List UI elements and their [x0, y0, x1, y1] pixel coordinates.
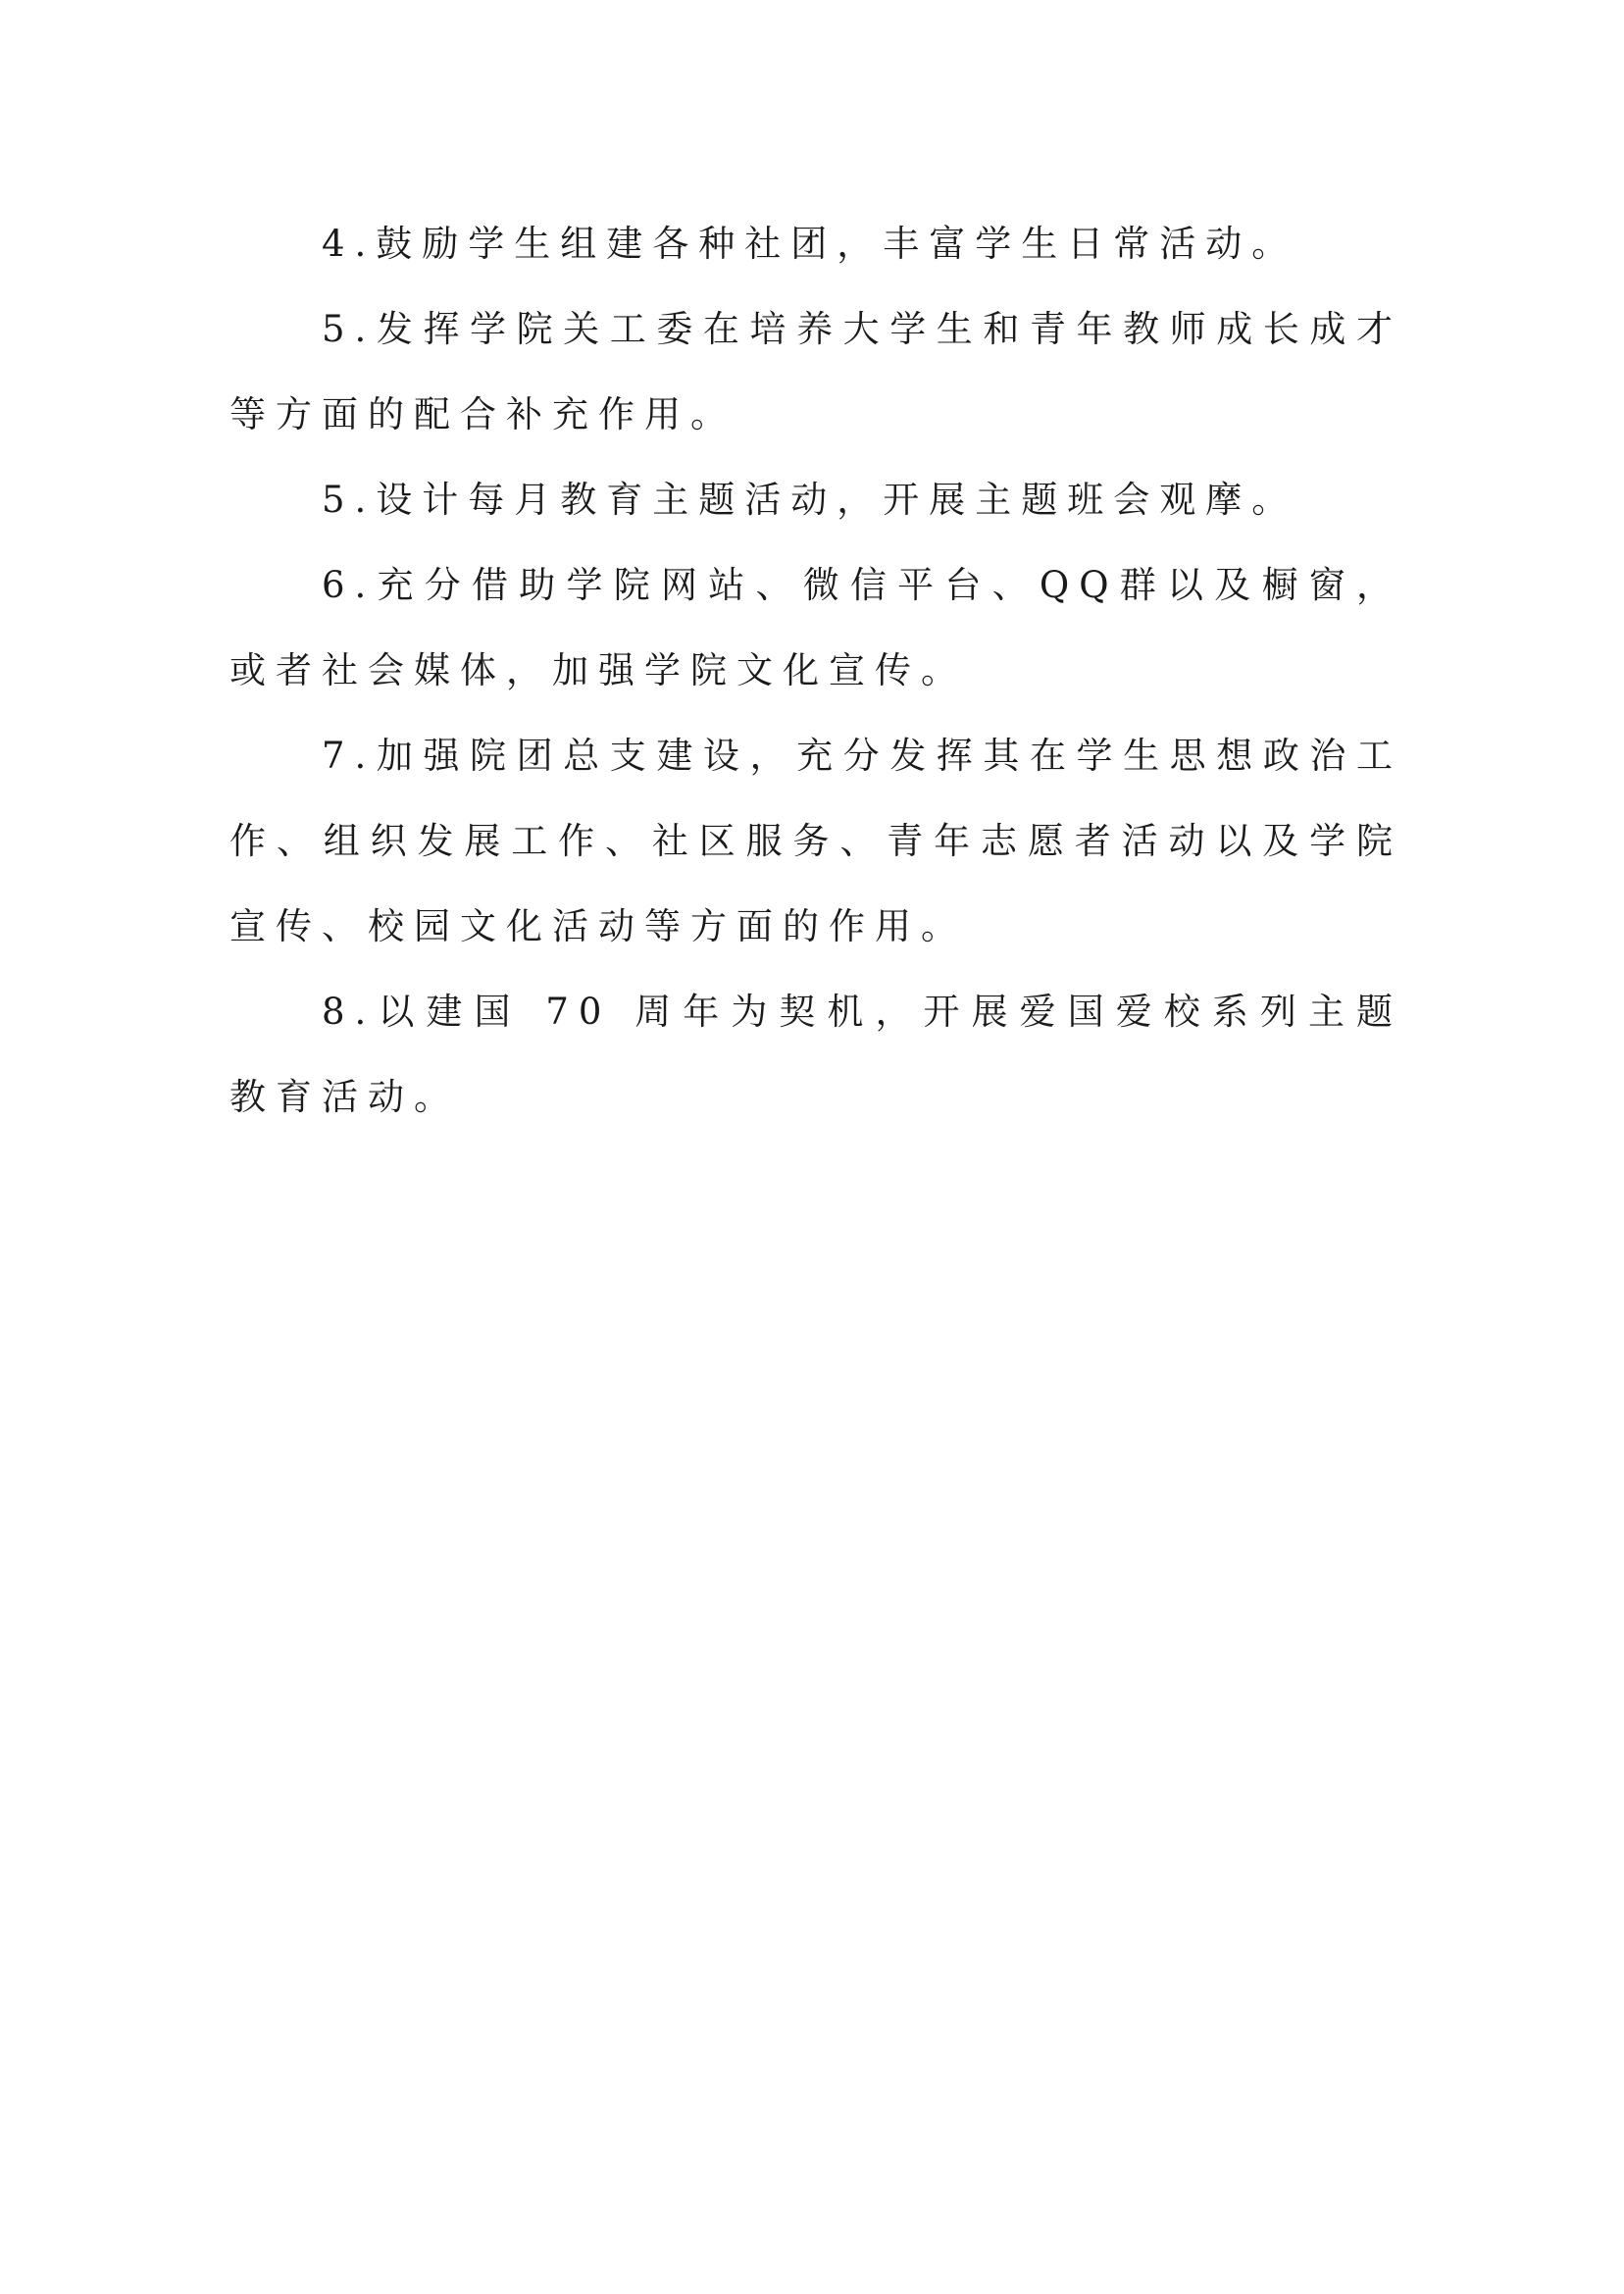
document-body: [229, 201, 1402, 1140]
paragraph-item-5-care-committee: 5.发挥学院关工委在培养大学生和青年教师成长成才等方面的配合补充作用。: [229, 308, 1402, 435]
paragraph-item-6-publicity: 6.充分借助学院网站、微信平台、QQ群以及橱窗，或者社会媒体，加强学院文化宣传。: [229, 564, 1402, 691]
paragraph-item-5-monthly-theme: 5.设计每月教育主题活动，开展主题班会观摩。: [322, 479, 1298, 521]
paragraph-item-4-student-clubs: 4.鼓励学生组建各种社团，丰富学生日常活动。: [322, 223, 1298, 265]
paragraph-item-7-youth-league: 7.加强院团总支建设，充分发挥其在学生思想政治工作、组织发展工作、社区服务、青年志愿者活动以及学院宣传、校园文化活动等方面的作用。: [229, 735, 1402, 947]
paragraph-item-8-anniversary: 8.以建国 70 周年为契机，开展爱国爱校系列主题教育活动。: [229, 991, 1402, 1118]
